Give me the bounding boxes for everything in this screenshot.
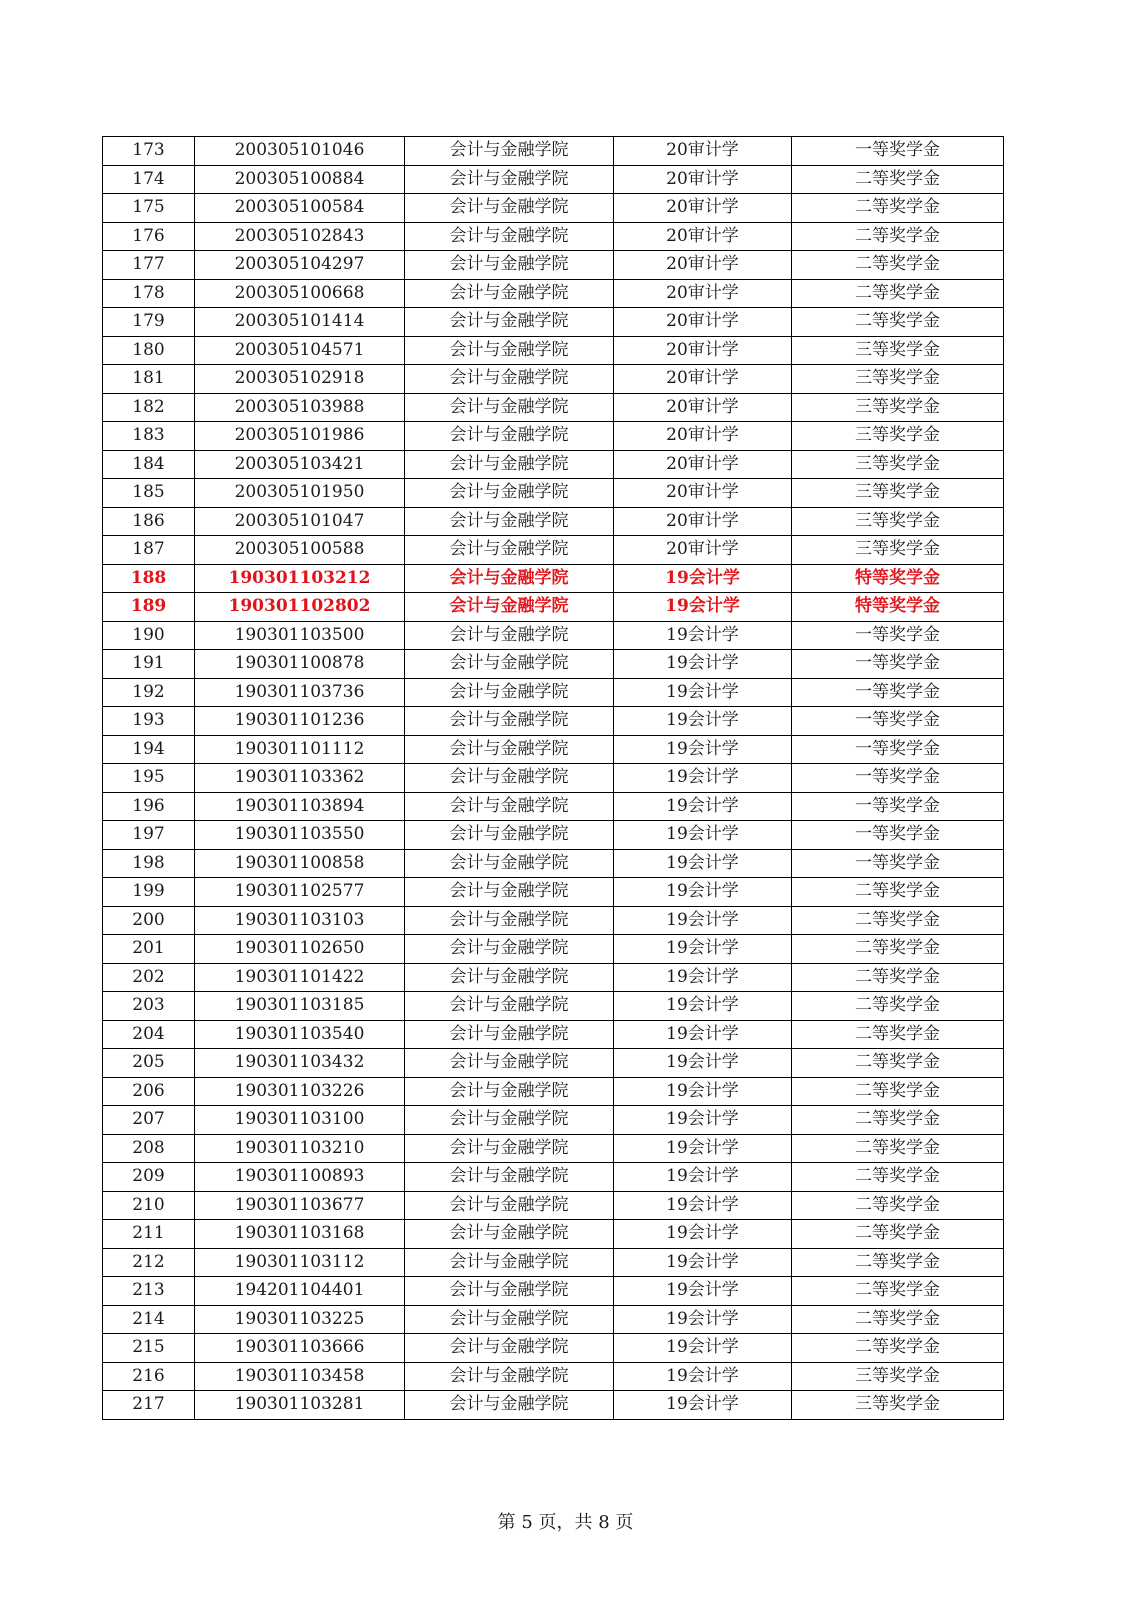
cell-student-id: 200305102843 [195, 222, 405, 251]
cell-class: 19会计学 [614, 1163, 792, 1192]
cell-award: 二等奖学金 [792, 1191, 1004, 1220]
cell-student-id: 190301103210 [195, 1134, 405, 1163]
page-footer: 第 5 页，共 8 页 [497, 1512, 634, 1533]
table-row [103, 536, 1004, 565]
cell-college: 会计与金融学院 [405, 992, 614, 1021]
table-row [103, 1049, 1004, 1078]
cell-student-id: 194201104401 [195, 1277, 405, 1306]
cell-award: 三等奖学金 [792, 450, 1004, 479]
table-row [103, 507, 1004, 536]
cell-student-id: 200305101047 [195, 507, 405, 536]
cell-class: 20审计学 [614, 450, 792, 479]
cell-award: 二等奖学金 [792, 1020, 1004, 1049]
cell-number: 205 [103, 1049, 195, 1078]
table-row [103, 308, 1004, 337]
cell-number: 197 [103, 821, 195, 850]
cell-class: 19会计学 [614, 1305, 792, 1334]
cell-college: 会计与金融学院 [405, 450, 614, 479]
cell-college: 会计与金融学院 [405, 1362, 614, 1391]
cell-college: 会计与金融学院 [405, 1163, 614, 1192]
cell-award: 二等奖学金 [792, 1248, 1004, 1277]
cell-award: 二等奖学金 [792, 279, 1004, 308]
cell-student-id: 190301101422 [195, 963, 405, 992]
cell-number: 176 [103, 222, 195, 251]
cell-student-id: 190301102802 [195, 593, 405, 622]
table-row [103, 165, 1004, 194]
cell-number: 209 [103, 1163, 195, 1192]
cell-student-id: 190301103225 [195, 1305, 405, 1334]
cell-student-id: 190301103226 [195, 1077, 405, 1106]
cell-number: 202 [103, 963, 195, 992]
cell-award: 三等奖学金 [792, 422, 1004, 451]
cell-class: 20审计学 [614, 479, 792, 508]
cell-award: 二等奖学金 [792, 1134, 1004, 1163]
cell-award: 二等奖学金 [792, 1077, 1004, 1106]
cell-student-id: 190301102577 [195, 878, 405, 907]
cell-number: 201 [103, 935, 195, 964]
cell-college: 会计与金融学院 [405, 1106, 614, 1135]
cell-number: 195 [103, 764, 195, 793]
cell-award: 二等奖学金 [792, 992, 1004, 1021]
cell-class: 19会计学 [614, 935, 792, 964]
cell-student-id: 190301103362 [195, 764, 405, 793]
cell-college: 会计与金融学院 [405, 1049, 614, 1078]
table-row [103, 1277, 1004, 1306]
cell-student-id: 200305100668 [195, 279, 405, 308]
cell-college: 会计与金融学院 [405, 165, 614, 194]
cell-class: 19会计学 [614, 906, 792, 935]
cell-student-id: 190301103550 [195, 821, 405, 850]
cell-award: 二等奖学金 [792, 1106, 1004, 1135]
cell-college: 会计与金融学院 [405, 1220, 614, 1249]
cell-college: 会计与金融学院 [405, 365, 614, 394]
cell-award: 二等奖学金 [792, 1277, 1004, 1306]
cell-student-id: 200305102918 [195, 365, 405, 394]
table-row [103, 564, 1004, 593]
cell-number: 199 [103, 878, 195, 907]
cell-award: 二等奖学金 [792, 165, 1004, 194]
cell-college: 会计与金融学院 [405, 678, 614, 707]
cell-student-id: 190301103281 [195, 1391, 405, 1420]
cell-number: 210 [103, 1191, 195, 1220]
cell-college: 会计与金融学院 [405, 222, 614, 251]
cell-student-id: 200305100584 [195, 194, 405, 223]
cell-student-id: 190301103103 [195, 906, 405, 935]
cell-number: 192 [103, 678, 195, 707]
cell-class: 19会计学 [614, 735, 792, 764]
cell-college: 会计与金融学院 [405, 1277, 614, 1306]
cell-award: 一等奖学金 [792, 650, 1004, 679]
cell-award: 二等奖学金 [792, 251, 1004, 280]
cell-number: 191 [103, 650, 195, 679]
cell-student-id: 200305101986 [195, 422, 405, 451]
cell-class: 20审计学 [614, 365, 792, 394]
cell-student-id: 190301101112 [195, 735, 405, 764]
cell-number: 216 [103, 1362, 195, 1391]
cell-award: 二等奖学金 [792, 222, 1004, 251]
cell-class: 20审计学 [614, 251, 792, 280]
cell-student-id: 190301103168 [195, 1220, 405, 1249]
cell-class: 19会计学 [614, 1020, 792, 1049]
cell-class: 19会计学 [614, 878, 792, 907]
table-row [103, 1220, 1004, 1249]
cell-award: 二等奖学金 [792, 935, 1004, 964]
cell-number: 212 [103, 1248, 195, 1277]
cell-class: 20审计学 [614, 308, 792, 337]
cell-college: 会计与金融学院 [405, 1191, 614, 1220]
cell-college: 会计与金融学院 [405, 821, 614, 850]
cell-class: 19会计学 [614, 1049, 792, 1078]
table-row [103, 1248, 1004, 1277]
cell-award: 特等奖学金 [792, 564, 1004, 593]
cell-student-id: 190301103894 [195, 792, 405, 821]
cell-college: 会计与金融学院 [405, 792, 614, 821]
cell-award: 三等奖学金 [792, 365, 1004, 394]
cell-college: 会计与金融学院 [405, 336, 614, 365]
cell-college: 会计与金融学院 [405, 1020, 614, 1049]
table-row [103, 393, 1004, 422]
cell-student-id: 190301103540 [195, 1020, 405, 1049]
cell-college: 会计与金融学院 [405, 849, 614, 878]
cell-award: 一等奖学金 [792, 137, 1004, 166]
cell-number: 215 [103, 1334, 195, 1363]
cell-class: 19会计学 [614, 564, 792, 593]
cell-student-id: 200305101414 [195, 308, 405, 337]
cell-number: 187 [103, 536, 195, 565]
cell-class: 20审计学 [614, 336, 792, 365]
cell-student-id: 190301103100 [195, 1106, 405, 1135]
cell-college: 会计与金融学院 [405, 507, 614, 536]
cell-class: 19会计学 [614, 1362, 792, 1391]
cell-college: 会计与金融学院 [405, 564, 614, 593]
cell-number: 185 [103, 479, 195, 508]
table-row [103, 678, 1004, 707]
table-row [103, 906, 1004, 935]
cell-award: 二等奖学金 [792, 878, 1004, 907]
table-row [103, 365, 1004, 394]
cell-class: 20审计学 [614, 165, 792, 194]
table-row [103, 1305, 1004, 1334]
cell-college: 会计与金融学院 [405, 1248, 614, 1277]
cell-college: 会计与金融学院 [405, 1134, 614, 1163]
cell-number: 214 [103, 1305, 195, 1334]
table-row [103, 1106, 1004, 1135]
cell-student-id: 200305100588 [195, 536, 405, 565]
cell-college: 会计与金融学院 [405, 536, 614, 565]
cell-number: 196 [103, 792, 195, 821]
cell-number: 193 [103, 707, 195, 736]
cell-number: 188 [103, 564, 195, 593]
table-row [103, 878, 1004, 907]
cell-student-id: 200305104571 [195, 336, 405, 365]
cell-award: 二等奖学金 [792, 1334, 1004, 1363]
cell-award: 二等奖学金 [792, 1163, 1004, 1192]
cell-number: 198 [103, 849, 195, 878]
table-row [103, 821, 1004, 850]
table-row [103, 222, 1004, 251]
table-row [103, 992, 1004, 1021]
cell-number: 174 [103, 165, 195, 194]
cell-class: 19会计学 [614, 1077, 792, 1106]
table-row [103, 650, 1004, 679]
cell-number: 186 [103, 507, 195, 536]
cell-class: 19会计学 [614, 992, 792, 1021]
cell-award: 一等奖学金 [792, 735, 1004, 764]
cell-student-id: 190301103185 [195, 992, 405, 1021]
cell-award: 一等奖学金 [792, 821, 1004, 850]
table-row [103, 935, 1004, 964]
cell-award: 一等奖学金 [792, 849, 1004, 878]
cell-college: 会计与金融学院 [405, 422, 614, 451]
cell-student-id: 190301103677 [195, 1191, 405, 1220]
cell-class: 19会计学 [614, 593, 792, 622]
cell-number: 173 [103, 137, 195, 166]
cell-college: 会计与金融学院 [405, 1305, 614, 1334]
table-row [103, 336, 1004, 365]
cell-number: 213 [103, 1277, 195, 1306]
table-row [103, 137, 1004, 166]
cell-class: 20审计学 [614, 422, 792, 451]
table-row [103, 593, 1004, 622]
cell-award: 三等奖学金 [792, 536, 1004, 565]
cell-student-id: 190301103500 [195, 621, 405, 650]
cell-class: 19会计学 [614, 678, 792, 707]
cell-college: 会计与金融学院 [405, 963, 614, 992]
table-row [103, 1163, 1004, 1192]
cell-award: 一等奖学金 [792, 678, 1004, 707]
cell-award: 三等奖学金 [792, 393, 1004, 422]
table-row [103, 963, 1004, 992]
cell-award: 一等奖学金 [792, 764, 1004, 793]
cell-student-id: 190301103666 [195, 1334, 405, 1363]
cell-award: 三等奖学金 [792, 507, 1004, 536]
cell-college: 会计与金融学院 [405, 764, 614, 793]
cell-class: 19会计学 [614, 650, 792, 679]
table-row [103, 1020, 1004, 1049]
cell-class: 20审计学 [614, 536, 792, 565]
cell-college: 会计与金融学院 [405, 650, 614, 679]
cell-award: 二等奖学金 [792, 194, 1004, 223]
cell-award: 二等奖学金 [792, 963, 1004, 992]
table-row [103, 707, 1004, 736]
cell-student-id: 190301103458 [195, 1362, 405, 1391]
cell-class: 19会计学 [614, 1277, 792, 1306]
cell-number: 194 [103, 735, 195, 764]
cell-college: 会计与金融学院 [405, 906, 614, 935]
cell-class: 19会计学 [614, 1391, 792, 1420]
cell-number: 177 [103, 251, 195, 280]
cell-college: 会计与金融学院 [405, 1334, 614, 1363]
cell-number: 217 [103, 1391, 195, 1420]
cell-award: 三等奖学金 [792, 1362, 1004, 1391]
cell-class: 20审计学 [614, 507, 792, 536]
cell-student-id: 190301101236 [195, 707, 405, 736]
cell-award: 三等奖学金 [792, 336, 1004, 365]
cell-college: 会计与金融学院 [405, 308, 614, 337]
cell-class: 19会计学 [614, 621, 792, 650]
table-row [103, 1191, 1004, 1220]
cell-class: 19会计学 [614, 1106, 792, 1135]
cell-student-id: 200305103421 [195, 450, 405, 479]
cell-award: 特等奖学金 [792, 593, 1004, 622]
table-row [103, 735, 1004, 764]
cell-number: 178 [103, 279, 195, 308]
table-row [103, 1134, 1004, 1163]
cell-college: 会计与金融学院 [405, 393, 614, 422]
cell-number: 184 [103, 450, 195, 479]
table-row [103, 279, 1004, 308]
cell-class: 20审计学 [614, 137, 792, 166]
cell-college: 会计与金融学院 [405, 194, 614, 223]
cell-student-id: 200305104297 [195, 251, 405, 280]
table-row [103, 194, 1004, 223]
table-row [103, 621, 1004, 650]
table-row [103, 849, 1004, 878]
cell-award: 一等奖学金 [792, 792, 1004, 821]
cell-student-id: 190301103112 [195, 1248, 405, 1277]
cell-college: 会计与金融学院 [405, 251, 614, 280]
cell-student-id: 190301103432 [195, 1049, 405, 1078]
cell-class: 19会计学 [614, 1134, 792, 1163]
cell-college: 会计与金融学院 [405, 137, 614, 166]
table-row [103, 764, 1004, 793]
cell-award: 一等奖学金 [792, 707, 1004, 736]
cell-student-id: 190301100893 [195, 1163, 405, 1192]
table-body [103, 137, 1004, 1420]
cell-number: 179 [103, 308, 195, 337]
cell-award: 三等奖学金 [792, 1391, 1004, 1420]
cell-class: 20审计学 [614, 393, 792, 422]
cell-number: 190 [103, 621, 195, 650]
cell-award: 二等奖学金 [792, 308, 1004, 337]
cell-class: 19会计学 [614, 707, 792, 736]
cell-award: 二等奖学金 [792, 1305, 1004, 1334]
table-row [103, 1077, 1004, 1106]
cell-number: 200 [103, 906, 195, 935]
cell-college: 会计与金融学院 [405, 479, 614, 508]
cell-award: 一等奖学金 [792, 621, 1004, 650]
cell-student-id: 190301103212 [195, 564, 405, 593]
cell-college: 会计与金融学院 [405, 707, 614, 736]
cell-number: 207 [103, 1106, 195, 1135]
table-row [103, 792, 1004, 821]
cell-award: 三等奖学金 [792, 479, 1004, 508]
cell-number: 175 [103, 194, 195, 223]
cell-award: 二等奖学金 [792, 906, 1004, 935]
cell-class: 19会计学 [614, 792, 792, 821]
cell-student-id: 190301103736 [195, 678, 405, 707]
table-row [103, 479, 1004, 508]
cell-class: 19会计学 [614, 764, 792, 793]
cell-number: 208 [103, 1134, 195, 1163]
cell-class: 20审计学 [614, 222, 792, 251]
cell-college: 会计与金融学院 [405, 935, 614, 964]
cell-class: 19会计学 [614, 1248, 792, 1277]
cell-student-id: 200305101046 [195, 137, 405, 166]
cell-class: 19会计学 [614, 963, 792, 992]
cell-college: 会计与金融学院 [405, 279, 614, 308]
cell-college: 会计与金融学院 [405, 735, 614, 764]
table-row [103, 1391, 1004, 1420]
cell-student-id: 200305103988 [195, 393, 405, 422]
cell-student-id: 200305101950 [195, 479, 405, 508]
cell-student-id: 190301100858 [195, 849, 405, 878]
table-row [103, 422, 1004, 451]
cell-student-id: 190301100878 [195, 650, 405, 679]
cell-college: 会计与金融学院 [405, 593, 614, 622]
cell-class: 19会计学 [614, 849, 792, 878]
cell-number: 204 [103, 1020, 195, 1049]
cell-college: 会计与金融学院 [405, 1077, 614, 1106]
cell-student-id: 190301102650 [195, 935, 405, 964]
cell-college: 会计与金融学院 [405, 1391, 614, 1420]
cell-number: 180 [103, 336, 195, 365]
table-row [103, 1362, 1004, 1391]
table-row [103, 1334, 1004, 1363]
scholarship-table [102, 136, 1004, 1420]
cell-class: 19会计学 [614, 1220, 792, 1249]
cell-award: 二等奖学金 [792, 1220, 1004, 1249]
cell-class: 20审计学 [614, 279, 792, 308]
cell-award: 二等奖学金 [792, 1049, 1004, 1078]
cell-number: 181 [103, 365, 195, 394]
cell-number: 211 [103, 1220, 195, 1249]
table-row [103, 450, 1004, 479]
cell-number: 182 [103, 393, 195, 422]
cell-college: 会计与金融学院 [405, 621, 614, 650]
cell-student-id: 200305100884 [195, 165, 405, 194]
cell-class: 20审计学 [614, 194, 792, 223]
cell-class: 19会计学 [614, 1334, 792, 1363]
cell-number: 206 [103, 1077, 195, 1106]
cell-number: 183 [103, 422, 195, 451]
cell-class: 19会计学 [614, 821, 792, 850]
cell-number: 189 [103, 593, 195, 622]
cell-class: 19会计学 [614, 1191, 792, 1220]
cell-college: 会计与金融学院 [405, 878, 614, 907]
cell-number: 203 [103, 992, 195, 1021]
table-row [103, 251, 1004, 280]
